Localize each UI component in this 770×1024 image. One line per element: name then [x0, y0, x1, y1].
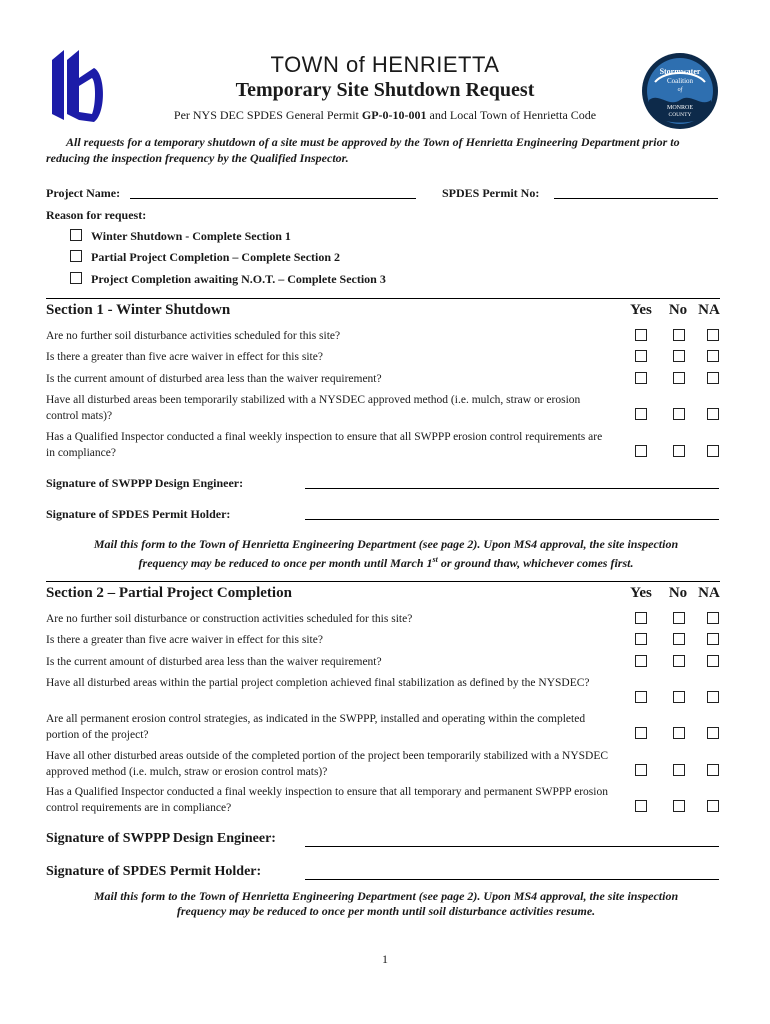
s2-q1-na-checkbox[interactable] [707, 612, 719, 624]
reason-option-winter: Winter Shutdown - Complete Section 1 [91, 229, 291, 243]
s2-q7-yes-checkbox[interactable] [635, 800, 647, 812]
s2-sig-engineer-line[interactable] [305, 846, 719, 847]
section1-col-yes: Yes [630, 302, 652, 318]
s1-q5-na-checkbox[interactable] [707, 445, 719, 457]
s2-q2-yes-checkbox[interactable] [635, 633, 647, 645]
page-number: 1 [382, 952, 388, 966]
s2-q2-na-checkbox[interactable] [707, 633, 719, 645]
s2-q3-na-checkbox[interactable] [707, 655, 719, 667]
s2-mail-line-2: frequency may be reduced to once per month until soil disturbance activities resume. [176, 904, 596, 918]
s2-q4-na-checkbox[interactable] [707, 691, 719, 703]
section1-col-no: No [668, 302, 688, 318]
s1-q3-yes-checkbox[interactable] [635, 372, 647, 384]
s1-sig-engineer-line[interactable] [305, 488, 719, 489]
s1-q3-na-checkbox[interactable] [707, 372, 719, 384]
s1-sig-holder-label: Signature of SPDES Permit Holder: [46, 507, 231, 521]
s2-q6-no-checkbox[interactable] [673, 764, 685, 776]
permit-suffix: and Local Town of Henrietta Code [426, 108, 597, 122]
s2-q2-no-checkbox[interactable] [673, 633, 685, 645]
s1-question-3: Is the current amount of disturbed area less than the waiver requirement? [46, 373, 382, 385]
s1-q4-na-checkbox[interactable] [707, 408, 719, 420]
s1-q4-yes-checkbox[interactable] [635, 408, 647, 420]
s2-q3-yes-checkbox[interactable] [635, 655, 647, 667]
s1-mail-line-2a: frequency may be reduced to once per month until March 1 [138, 556, 433, 570]
s2-question-6: Have all other disturbed areas outside of the completed portion of the project been temporarily stabilized with a NYSDEC approved method (i.e. mulch, straw or erosion control mats)? [46, 750, 609, 778]
s1-q1-na-checkbox[interactable] [707, 329, 719, 341]
s2-q5-na-checkbox[interactable] [707, 727, 719, 739]
seal-line-2: Coalition [666, 77, 694, 85]
section1-title: Section 1 - Winter Shutdown [46, 302, 231, 318]
s2-question-2: Is there a greater than five acre waiver in effect for this site? [46, 634, 323, 646]
reason-checkbox-partial[interactable] [70, 250, 82, 262]
s1-q2-na-checkbox[interactable] [707, 350, 719, 362]
reason-checkbox-winter[interactable] [70, 229, 82, 241]
s1-q2-yes-checkbox[interactable] [635, 350, 647, 362]
s2-sig-engineer-label: Signature of SWPPP Design Engineer: [46, 831, 276, 846]
section2-col-no: No [668, 585, 688, 601]
permit-line [0, 108, 770, 123]
intro-notice: All requests for a temporary shutdown of a site must be approved by the Town of Henrietta Engineering Department prior to reducing the inspection frequency by the Qualified Inspector. [46, 135, 680, 165]
section2-col-yes: Yes [630, 585, 652, 601]
s1-question-1: Are no further soil disturbance activities scheduled for this site? [46, 330, 341, 342]
s1-question-4: Have all disturbed areas been temporarily stabilized with a NYSDEC approved method (i.e. mulch, straw or erosion control mats)? [46, 394, 581, 422]
reason-option-completion: Project Completion awaiting N.O.T. – Complete Section 3 [91, 272, 386, 286]
spdes-permit-field[interactable] [554, 198, 718, 199]
s2-q7-no-checkbox[interactable] [673, 800, 685, 812]
s1-q1-no-checkbox[interactable] [673, 329, 685, 341]
s2-question-3: Is the current amount of disturbed area less than the waiver requirement? [46, 656, 382, 668]
s1-mail-sup: st [432, 555, 438, 564]
s1-q5-no-checkbox[interactable] [673, 445, 685, 457]
reason-option-partial: Partial Project Completion – Complete Section 2 [91, 250, 341, 264]
reason-label: Reason for request: [46, 208, 147, 222]
s2-q1-no-checkbox[interactable] [673, 612, 685, 624]
s2-q4-no-checkbox[interactable] [673, 691, 685, 703]
s2-q6-yes-checkbox[interactable] [635, 764, 647, 776]
reason-checkbox-completion[interactable] [70, 272, 82, 284]
s1-q3-no-checkbox[interactable] [673, 372, 685, 384]
permit-number: GP-0-10-001 [361, 108, 427, 122]
s2-q7-na-checkbox[interactable] [707, 800, 719, 812]
s1-sig-holder-line[interactable] [305, 519, 719, 520]
spdes-permit-label: SPDES Permit No: [442, 186, 540, 200]
s1-mail-line-1: Mail this form to the Town of Henrietta Engineering Department (see page 2). Upon MS4 approval, the site inspection [93, 537, 679, 551]
s2-q1-yes-checkbox[interactable] [635, 612, 647, 624]
s1-question-5: Has a Qualified Inspector conducted a final weekly inspection to ensure that all SWPPP erosion control requirements are in compliance? [46, 431, 603, 459]
section1-col-na: NA [698, 302, 720, 318]
s1-mail-notice [46, 537, 726, 571]
project-name-label: Project Name: [46, 186, 121, 200]
s1-q5-yes-checkbox[interactable] [635, 445, 647, 457]
s1-mail-line-2 [46, 552, 726, 571]
s1-q4-no-checkbox[interactable] [673, 408, 685, 420]
s2-q3-no-checkbox[interactable] [673, 655, 685, 667]
s2-q6-na-checkbox[interactable] [707, 764, 719, 776]
s1-sig-engineer-label: Signature of SWPPP Design Engineer: [46, 476, 244, 490]
s2-q4-yes-checkbox[interactable] [635, 691, 647, 703]
section2-title: Section 2 – Partial Project Completion [46, 585, 292, 601]
permit-prefix: Per NYS DEC SPDES General Permit [173, 108, 362, 122]
s1-mail-line-2b: or ground thaw, whichever comes first. [437, 556, 634, 570]
s1-q2-no-checkbox[interactable] [673, 350, 685, 362]
form-title: Temporary Site Shutdown Request [235, 79, 535, 101]
s2-mail-line-1: Mail this form to the Town of Henrietta Engineering Department (see page 2). Upon MS4 approval, the site inspection [93, 889, 679, 903]
s2-question-4: Have all disturbed areas within the partial project completion achieved final stabilization as defined by the NYSDEC? [46, 677, 590, 689]
project-name-field[interactable] [130, 198, 416, 199]
s2-question-7: Has a Qualified Inspector conducted a final weekly inspection to ensure that all temporary and permanent SWPPP erosion control requirements are in compliance? [46, 786, 608, 814]
s2-q5-no-checkbox[interactable] [673, 727, 685, 739]
seal-line-1: Stormwater [659, 67, 701, 76]
s2-sig-holder-label: Signature of SPDES Permit Holder: [46, 864, 262, 879]
s2-question-1: Are no further soil disturbance or construction activities scheduled for this site? [46, 613, 413, 625]
s2-question-5: Are all permanent erosion control strategies, as indicated in the SWPPP, installed and operating within the completed portion of the project? [46, 713, 586, 741]
section2-col-na: NA [698, 585, 720, 601]
section2-divider [46, 581, 720, 582]
s2-q5-yes-checkbox[interactable] [635, 727, 647, 739]
seal-line-4: MONROE [666, 105, 694, 111]
seal-line-5: COUNTY [668, 112, 692, 118]
seal-line-3: of [677, 87, 683, 93]
section1-divider [46, 298, 720, 299]
town-title: TOWN of HENRIETTA [270, 52, 500, 77]
s2-sig-holder-line[interactable] [305, 879, 719, 880]
s2-mail-notice [46, 889, 726, 919]
s1-question-2: Is there a greater than five acre waiver in effect for this site? [46, 351, 323, 363]
s1-q1-yes-checkbox[interactable] [635, 329, 647, 341]
